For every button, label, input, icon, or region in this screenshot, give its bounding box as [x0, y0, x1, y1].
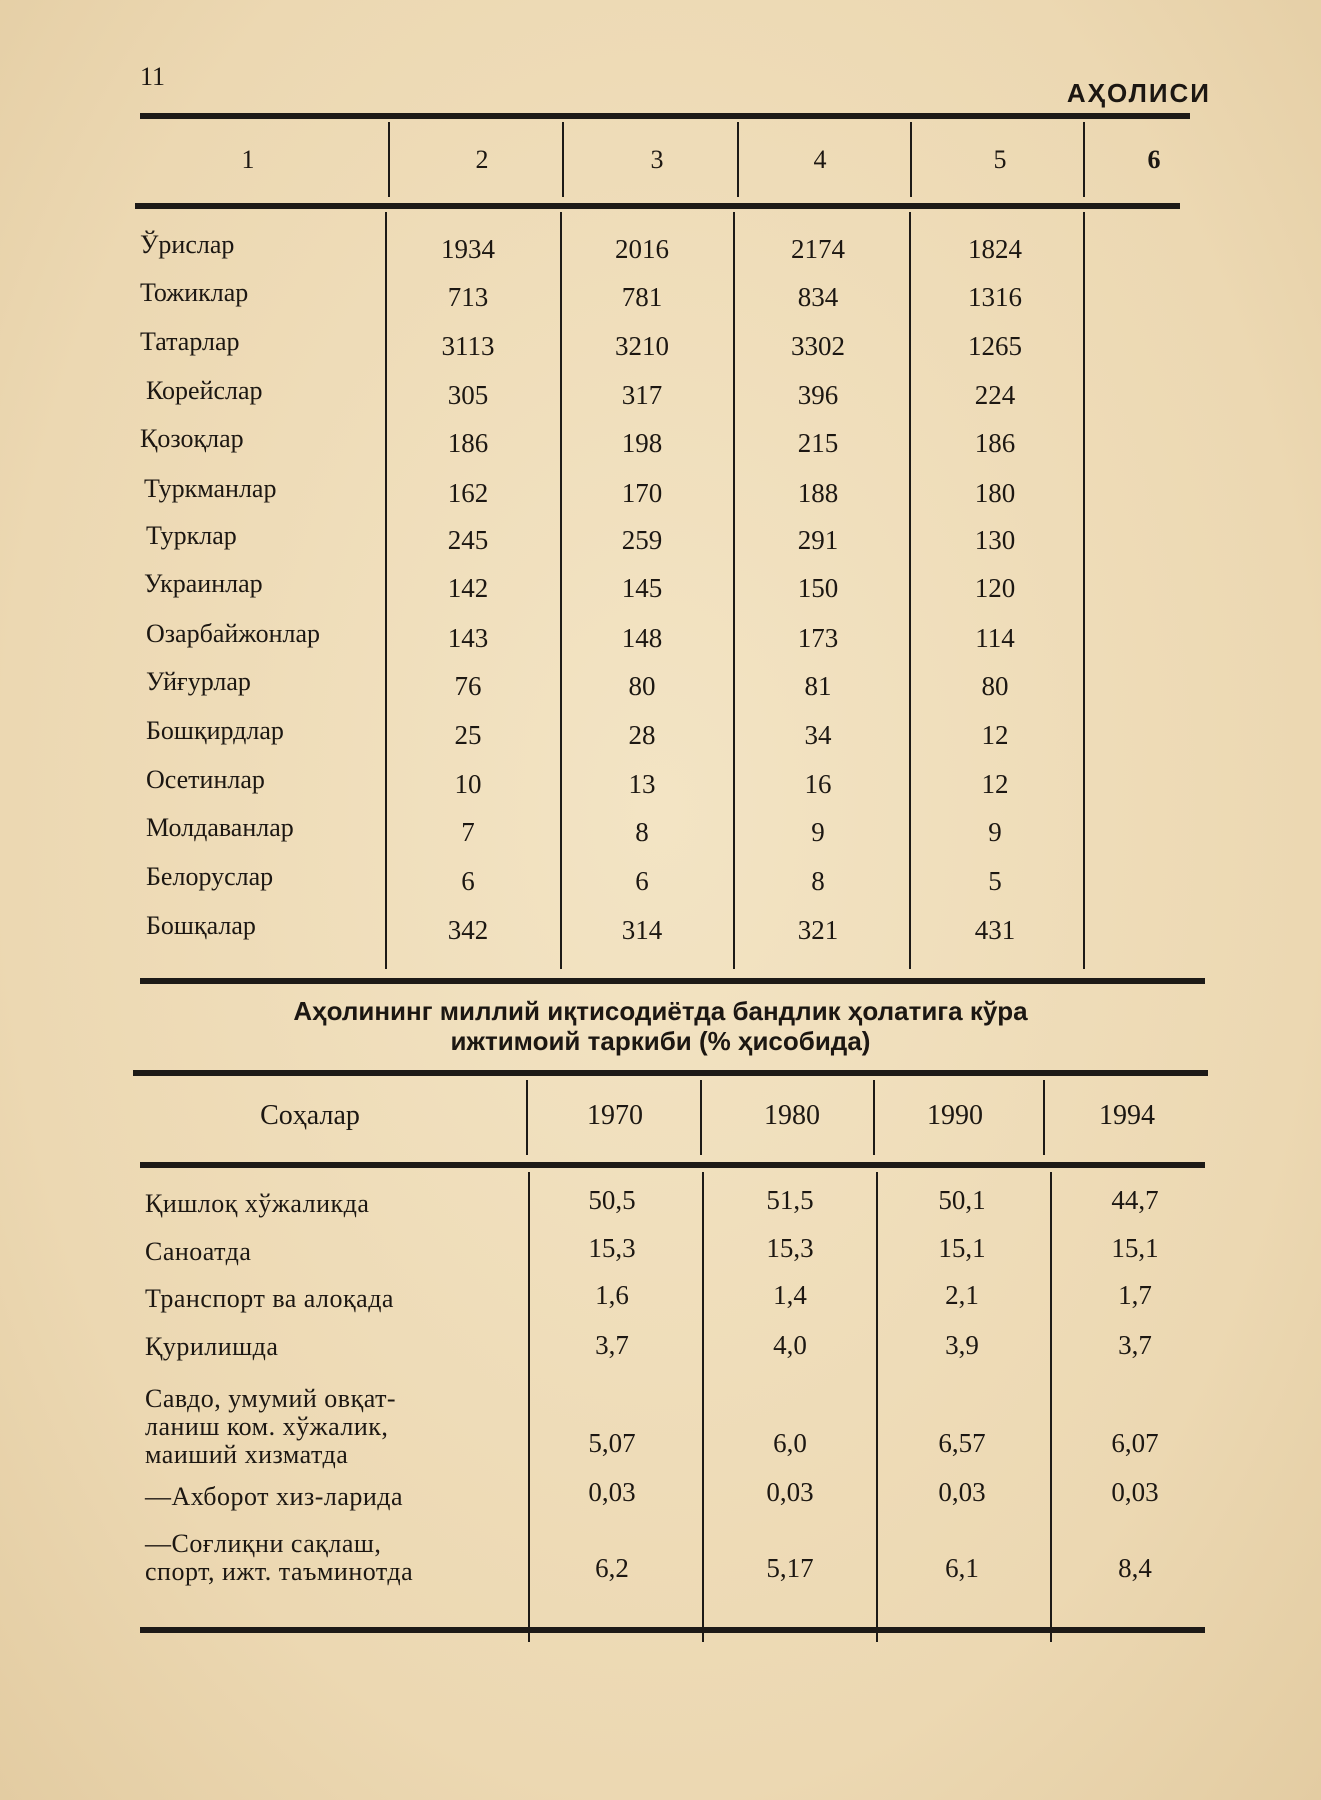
- running-head: АҲОЛИСИ: [1066, 78, 1211, 108]
- table-top-rule: [140, 113, 1190, 119]
- cell-value: 3113: [441, 331, 495, 361]
- column-header-year: 1980: [764, 1100, 820, 1131]
- cell-value: 142: [447, 573, 489, 603]
- row-label-line: —Соғлиқни сақлаш,: [145, 1529, 382, 1558]
- cell-value: 0,03: [588, 1477, 636, 1507]
- column-header-5: 5: [993, 145, 1007, 174]
- cell-value: 0,03: [766, 1477, 814, 1507]
- cell-value: 198: [621, 428, 663, 458]
- cell-value: 186: [974, 428, 1016, 458]
- cell-value: 224: [974, 380, 1016, 410]
- cell-value: 80: [628, 671, 656, 701]
- cell-value: 321: [797, 915, 839, 945]
- row-label: Тожиклар: [140, 278, 249, 307]
- table-row: [0, 474, 1321, 522]
- row-label: Озарбайжонлар: [146, 619, 321, 648]
- cell-value: 8,4: [1118, 1553, 1152, 1583]
- cell-value: 396: [797, 380, 839, 410]
- cell-value: 9: [988, 817, 1002, 847]
- row-label-line: Савдо, умумий овқат-: [145, 1384, 397, 1413]
- cell-value: 3,7: [595, 1330, 629, 1360]
- cell-value: 130: [974, 525, 1016, 555]
- row-label: Татарлар: [140, 327, 240, 356]
- header-divider: [1043, 1080, 1045, 1155]
- column-header-year: 1994: [1099, 1100, 1155, 1131]
- table-title: [0, 996, 1321, 1056]
- table-row: [0, 911, 1321, 959]
- table-row: [0, 521, 1321, 569]
- row-label: [145, 1190, 369, 1218]
- cell-value: 713: [447, 282, 489, 312]
- cell-value: 80: [981, 671, 1009, 701]
- cell-value: 6,0: [773, 1428, 807, 1458]
- row-label-line: Қишлоқ хўжаликда: [145, 1189, 370, 1218]
- cell-value: 6: [635, 866, 649, 896]
- column-divider: [528, 1172, 530, 1642]
- cell-value: 15,1: [938, 1233, 986, 1263]
- cell-value: 173: [797, 623, 839, 653]
- cell-value: 3210: [615, 331, 669, 361]
- cell-value: 8: [811, 866, 825, 896]
- cell-value: 188: [797, 478, 839, 508]
- cell-value: 12: [981, 720, 1009, 750]
- row-label: Қозоқлар: [140, 424, 244, 453]
- table-header-rule: [135, 203, 1180, 209]
- table-row: [0, 278, 1321, 326]
- row-label: Турклар: [146, 521, 237, 550]
- cell-value: 76: [454, 671, 482, 701]
- cell-value: 143: [447, 623, 489, 653]
- cell-value: 1824: [968, 234, 1022, 264]
- cell-value: 13: [628, 769, 656, 799]
- row-label-line: Қурилишда: [145, 1332, 279, 1361]
- table-row: [0, 569, 1321, 617]
- row-label: [145, 1530, 413, 1586]
- row-label: Молдаванлар: [146, 813, 294, 842]
- column-divider: [702, 1172, 704, 1642]
- cell-value: 28: [628, 720, 656, 750]
- row-label: Уйғурлар: [146, 667, 251, 696]
- table-row: [0, 765, 1321, 813]
- cell-value: 4,0: [773, 1330, 807, 1360]
- cell-value: 5: [988, 866, 1002, 896]
- table-row: [0, 230, 1321, 278]
- cell-value: 50,1: [938, 1185, 986, 1215]
- cell-value: 6,07: [1111, 1428, 1159, 1458]
- cell-value: 15,1: [1111, 1233, 1159, 1263]
- row-label: Ўрислар: [140, 230, 235, 259]
- cell-value: 215: [797, 428, 839, 458]
- cell-value: 291: [797, 525, 839, 555]
- column-header-6: 6: [1147, 145, 1161, 174]
- cell-value: 317: [621, 380, 663, 410]
- row-label: Украинлар: [144, 569, 263, 598]
- table-row: [0, 327, 1321, 375]
- row-label: [145, 1483, 403, 1511]
- cell-value: 148: [621, 623, 663, 653]
- cell-value: 2016: [615, 234, 669, 264]
- row-label: [145, 1238, 251, 1266]
- column-divider: [876, 1172, 878, 1642]
- column-divider: [1050, 1172, 1052, 1642]
- cell-value: 51,5: [766, 1185, 814, 1215]
- page-number: 11: [140, 62, 166, 91]
- cell-value: 15,3: [766, 1233, 814, 1263]
- cell-value: 245: [447, 525, 489, 555]
- cell-value: 0,03: [1111, 1477, 1159, 1507]
- row-label: [145, 1333, 278, 1361]
- header-divider: [700, 1080, 702, 1155]
- cell-value: 6,57: [938, 1428, 986, 1458]
- cell-value: 3,7: [1118, 1330, 1152, 1360]
- cell-value: 162: [447, 478, 489, 508]
- cell-value: 7: [461, 817, 475, 847]
- cell-value: 259: [621, 525, 663, 555]
- cell-value: 16: [804, 769, 832, 799]
- row-label-line: ланиш ком. хўжалик,: [145, 1412, 389, 1441]
- cell-value: 6,2: [595, 1553, 629, 1583]
- row-label-line: маиший хизматда: [145, 1440, 349, 1469]
- row-label-line: —Ахборот хиз-ларида: [145, 1482, 404, 1511]
- cell-value: 5,07: [588, 1428, 636, 1458]
- cell-value: 8: [635, 817, 649, 847]
- row-label-line: Транспорт ва алоқада: [145, 1284, 394, 1313]
- row-label: Осетинлар: [146, 765, 265, 794]
- cell-value: 50,5: [588, 1185, 636, 1215]
- row-label-line: Саноатда: [145, 1237, 252, 1266]
- cell-value: 6: [461, 866, 475, 896]
- header-divider: [910, 122, 912, 197]
- cell-value: 1934: [441, 234, 495, 264]
- cell-value: 10: [454, 769, 482, 799]
- table-title-line: ижтимоий таркиби (% ҳисобида): [450, 1026, 871, 1056]
- cell-value: 5,17: [766, 1553, 814, 1583]
- table-row: [0, 376, 1321, 424]
- table-row: [0, 424, 1321, 472]
- cell-value: 0,03: [938, 1477, 986, 1507]
- cell-value: 3302: [791, 331, 845, 361]
- table-row: [0, 813, 1321, 861]
- cell-value: 25: [454, 720, 482, 750]
- row-label: [145, 1385, 396, 1469]
- cell-value: 9: [811, 817, 825, 847]
- table-row: [0, 619, 1321, 667]
- table-header-rule: [140, 1162, 1205, 1168]
- cell-value: 34: [804, 720, 832, 750]
- cell-value: 1316: [968, 282, 1022, 312]
- row-label: Бошқалар: [146, 911, 256, 940]
- header-divider: [873, 1080, 875, 1155]
- cell-value: 44,7: [1111, 1185, 1159, 1215]
- table-title-line: Аҳолининг миллий иқтисодиётда бандлик ҳолатига кўра: [293, 996, 1028, 1026]
- header-divider: [526, 1080, 528, 1155]
- table-row: [0, 716, 1321, 764]
- cell-value: 170: [621, 478, 663, 508]
- cell-value: 431: [974, 915, 1016, 945]
- table-row: [0, 862, 1321, 910]
- cell-value: 3,9: [945, 1330, 979, 1360]
- cell-value: 834: [797, 282, 839, 312]
- row-label: Корейслар: [146, 376, 263, 405]
- column-header-2: 2: [475, 145, 489, 174]
- cell-value: 150: [797, 573, 839, 603]
- table-top-rule: [133, 1070, 1208, 1076]
- cell-value: 781: [621, 282, 663, 312]
- cell-value: 145: [621, 573, 663, 603]
- table-bottom-rule: [140, 1627, 1205, 1633]
- cell-value: 120: [974, 573, 1016, 603]
- column-header-sector: Соҳалар: [260, 1100, 360, 1131]
- cell-value: 2,1: [945, 1280, 979, 1310]
- cell-value: 314: [621, 915, 663, 945]
- cell-value: 1,6: [595, 1280, 629, 1310]
- cell-value: 2174: [791, 234, 845, 264]
- cell-value: 114: [975, 623, 1015, 653]
- cell-value: 180: [974, 478, 1016, 508]
- column-header-1: 1: [241, 145, 255, 174]
- row-label: Белоруслар: [146, 862, 274, 891]
- row-label: Бошқирдлар: [146, 716, 284, 745]
- header-divider: [1083, 122, 1085, 197]
- cell-value: 1265: [968, 331, 1022, 361]
- cell-value: 342: [447, 915, 489, 945]
- column-header-year: 1990: [927, 1100, 983, 1131]
- header-divider: [388, 122, 390, 197]
- column-header-4: 4: [813, 145, 827, 174]
- table-bottom-rule: [140, 978, 1205, 984]
- row-label: [145, 1285, 394, 1313]
- header-divider: [562, 122, 564, 197]
- column-header-year: 1970: [587, 1100, 643, 1131]
- row-label-line: спорт, ижт. таъминотда: [145, 1557, 414, 1586]
- cell-value: 1,7: [1118, 1280, 1152, 1310]
- cell-value: 15,3: [588, 1233, 636, 1263]
- cell-value: 81: [804, 671, 832, 701]
- cell-value: 305: [447, 380, 489, 410]
- cell-value: 1,4: [773, 1280, 807, 1310]
- cell-value: 6,1: [945, 1553, 979, 1583]
- cell-value: 186: [447, 428, 489, 458]
- header-divider: [737, 122, 739, 197]
- table-row: [0, 667, 1321, 715]
- column-header-3: 3: [650, 145, 664, 174]
- row-label: Туркманлар: [144, 474, 277, 503]
- cell-value: 12: [981, 769, 1009, 799]
